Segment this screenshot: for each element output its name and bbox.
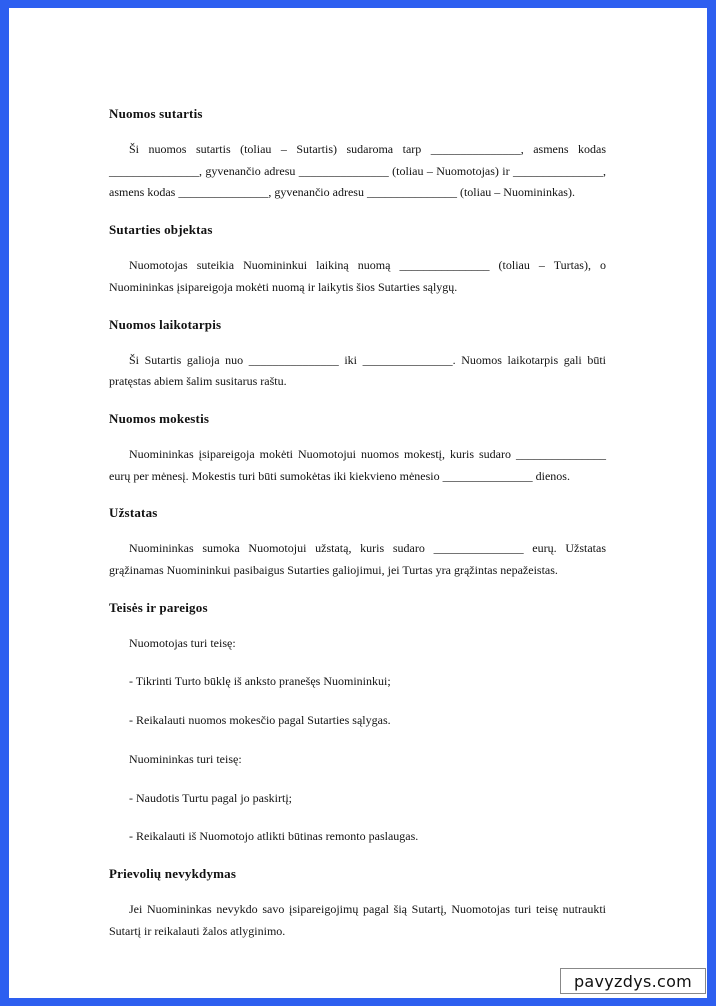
section-heading-nuomos-mokestis: Nuomos mokestis <box>109 410 210 426</box>
paragraph: Nuomininkas turi teisę: <box>129 751 242 766</box>
paragraph: Nuomotojas turi teisę: <box>129 635 236 650</box>
list-item: - Reikalauti nuomos mokesčio pagal Sutarties sąlygas. <box>129 713 391 728</box>
list-item: - Naudotis Turtu pagal jo paskirtį; <box>129 790 292 805</box>
list-item: - Tikrinti Turto būklę iš anksto pranešęs Nuomininkui; <box>129 674 391 689</box>
section-heading-teises-ir-pareigos: Teisės ir pareigos <box>109 599 208 615</box>
paragraph: Ši Sutartis galioja nuo _______________ iki _______________. Nuomos laikotarpis gali būti pratęstas abiem šalim susitarus raštu. <box>109 352 606 389</box>
list-item: - Reikalauti iš Nuomotojo atlikti būtinas remonto paslaugas. <box>129 829 419 844</box>
section-heading-sutarties-objektas: Sutarties objektas <box>109 222 213 238</box>
document-page <box>9 8 707 998</box>
section-heading-nuomos-laikotarpis: Nuomos laikotarpis <box>109 316 222 332</box>
paragraph: Nuomotojas suteikia Nuomininkui laikiną nuomą _______________ (toliau – Turtas), o Nuomininkas įsipareigoja mokėti nuomą ir laikytis šios Sutarties sąlygų. <box>109 258 606 294</box>
document-content <box>109 106 606 942</box>
section-heading-prievoliu-nevykdymas: Prievolių nevykdymas <box>109 865 237 881</box>
watermark-badge: pavyzdys.com <box>560 968 706 994</box>
paragraph: Nuomininkas sumoka Nuomotojui užstatą, kuris sudaro _______________ eurų. Užstatas grąžinamas Nuomininkui pasibaigus Sutarties galiojimui, jei Turtas yra grąžintas nepažeistas. <box>109 541 606 578</box>
paragraph: Jei Nuomininkas nevykdo savo įsipareigojimų pagal šią Sutartį, Nuomotojas turi teisę nutraukti Sutartį ir reikalauti žalos atlyginimo. <box>109 901 606 938</box>
section-heading-nuomos-sutartis: Nuomos sutartis <box>109 106 203 121</box>
paragraph: Ši nuomos sutartis (toliau – Sutartis) sudaroma tarp _______________, asmens kodas _______________, gyvenančio adresu _______________ (toliau – Nuomotojas) ir _______________, asmens kodas _______________, gyvenančio adresu _______________ (toliau – Nuomininkas). <box>109 142 606 200</box>
paragraph: Nuomininkas įsipareigoja mokėti Nuomotojui nuomos mokestį, kuris sudaro _______________ eurų per mėnesį. Mokestis turi būti sumokėtas iki kiekvieno mėnesio _______________ dienos. <box>109 446 606 483</box>
section-heading-uzstatas: Užstatas <box>109 505 158 521</box>
